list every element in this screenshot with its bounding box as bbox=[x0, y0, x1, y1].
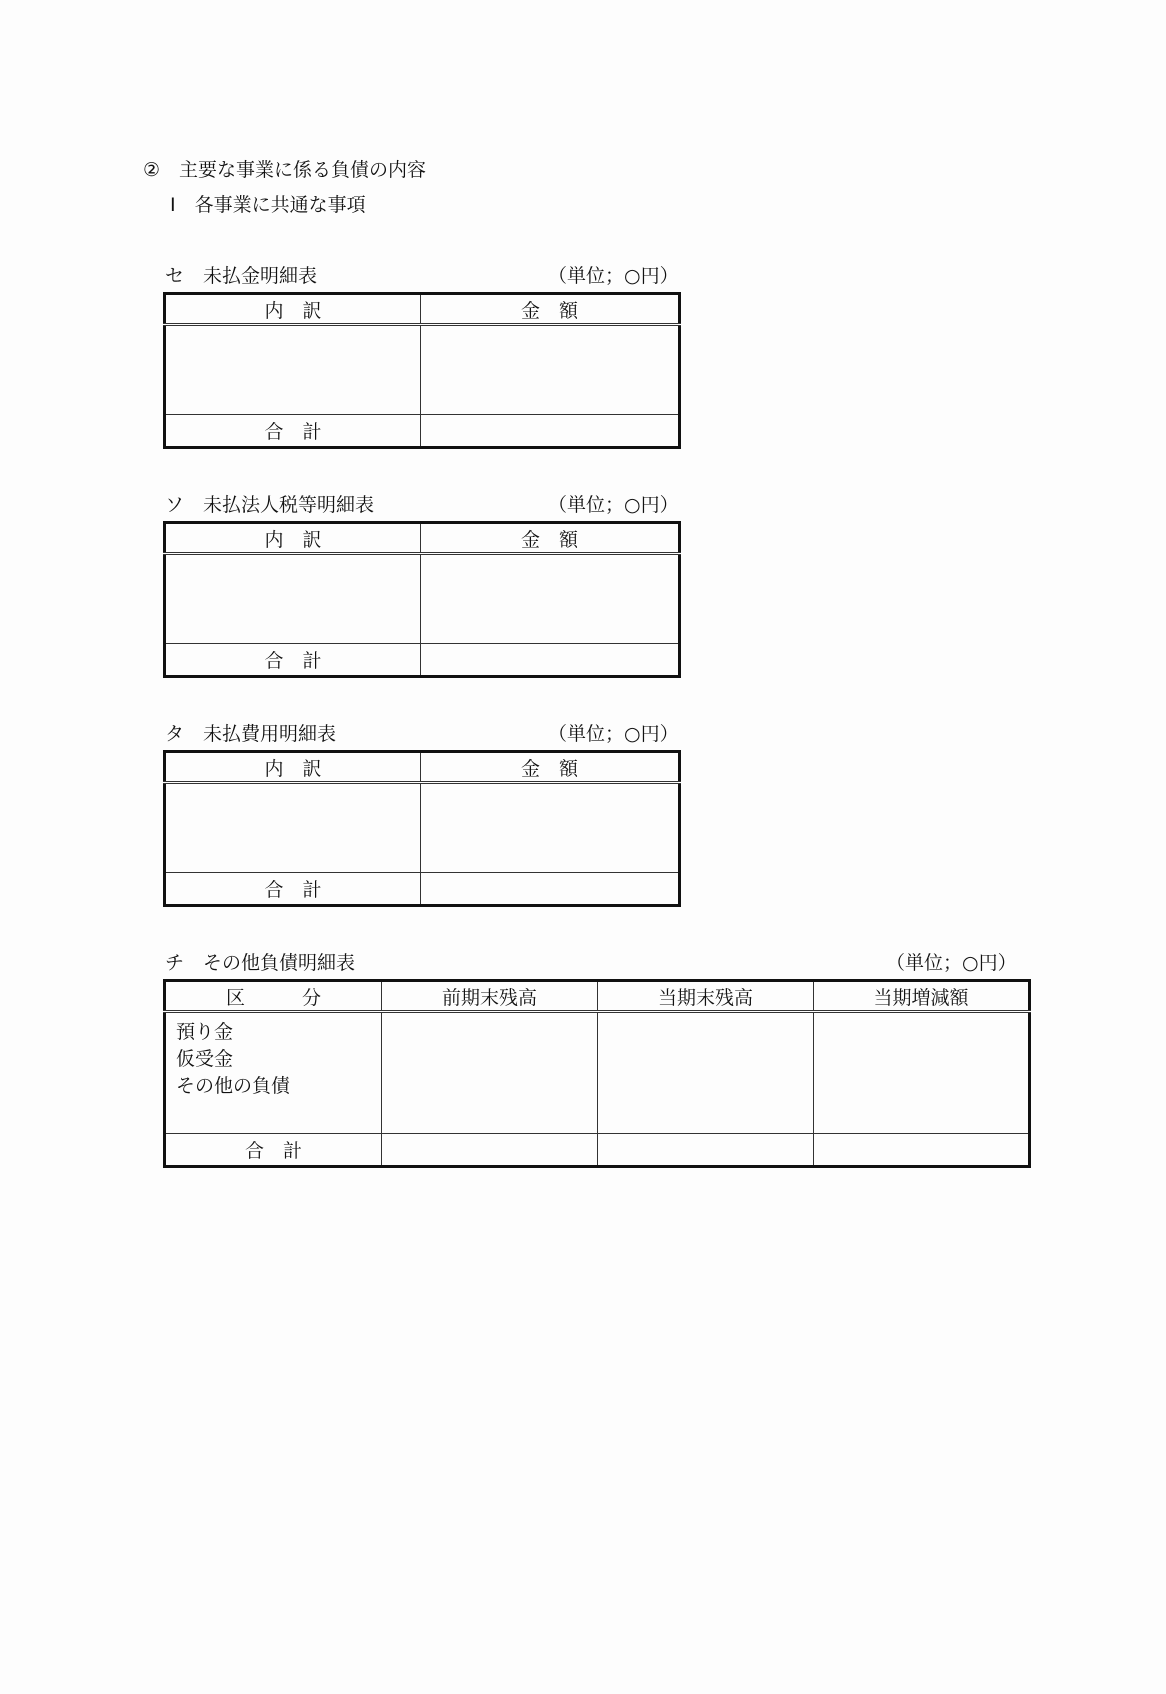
total-label: 合 計 bbox=[165, 644, 421, 677]
total-change-cell bbox=[814, 1134, 1030, 1167]
total-amount-cell bbox=[421, 415, 680, 448]
amount-cell bbox=[421, 554, 680, 644]
total-amount-cell bbox=[421, 873, 680, 906]
table-header-row bbox=[165, 294, 680, 325]
amount-cell bbox=[421, 783, 680, 873]
col-amount-header: 金 額 bbox=[421, 294, 680, 325]
breakdown-cell bbox=[165, 783, 421, 873]
amount-cell bbox=[421, 325, 680, 415]
table-total-row bbox=[165, 873, 680, 906]
list-item: 預り金 bbox=[176, 1021, 234, 1043]
table-title: チ その他負債明細表 bbox=[165, 952, 356, 974]
table-title: ソ 未払法人税等明細表 bbox=[165, 494, 375, 516]
table-title: タ 未払費用明細表 bbox=[165, 723, 337, 745]
total-label: 合 計 bbox=[165, 1134, 382, 1167]
accrued-payables-table bbox=[163, 292, 681, 449]
col-breakdown-header: 内 訳 bbox=[165, 523, 421, 554]
table-total-row bbox=[165, 644, 680, 677]
total-prior-cell bbox=[382, 1134, 598, 1167]
table-body-row bbox=[165, 325, 680, 415]
table-header-row bbox=[165, 752, 680, 783]
total-label: 合 計 bbox=[165, 873, 421, 906]
current-balance-cell bbox=[598, 1012, 814, 1134]
unit-label: （単位；○円） bbox=[548, 723, 679, 745]
other-liabilities-table bbox=[163, 979, 1031, 1168]
col-breakdown-header: 内 訳 bbox=[165, 294, 421, 325]
table-body-row bbox=[165, 554, 680, 644]
col-current-balance-header: 当期末残高 bbox=[598, 981, 814, 1012]
col-prior-balance-header: 前期末残高 bbox=[382, 981, 598, 1012]
unit-label: （単位；○円） bbox=[886, 952, 1017, 974]
col-breakdown-header: 内 訳 bbox=[165, 752, 421, 783]
col-change-header: 当期増減額 bbox=[814, 981, 1030, 1012]
total-label: 合 計 bbox=[165, 415, 421, 448]
category-cell bbox=[165, 1012, 382, 1134]
change-cell bbox=[814, 1012, 1030, 1134]
col-amount-header: 金 額 bbox=[421, 523, 680, 554]
breakdown-cell bbox=[165, 554, 421, 644]
table-body-row bbox=[165, 783, 680, 873]
accrued-expenses-table bbox=[163, 750, 681, 907]
table-title: セ 未払金明細表 bbox=[165, 265, 318, 287]
unit-label: （単位；○円） bbox=[548, 265, 679, 287]
table-total-row bbox=[165, 1134, 1030, 1167]
col-category-header: 区 分 bbox=[165, 981, 382, 1012]
accrued-corporate-tax-table bbox=[163, 521, 681, 678]
breakdown-cell bbox=[165, 325, 421, 415]
table-header-row bbox=[165, 523, 680, 554]
table-body-row bbox=[165, 1012, 1030, 1134]
list-item: 仮受金 bbox=[176, 1048, 234, 1070]
main-heading: ② 主要な事業に係る負債の内容 bbox=[143, 159, 427, 181]
table-total-row bbox=[165, 415, 680, 448]
prior-balance-cell bbox=[382, 1012, 598, 1134]
total-amount-cell bbox=[421, 644, 680, 677]
sub-heading: Ⅰ 各事業に共通な事項 bbox=[170, 194, 366, 216]
table-header-row bbox=[165, 981, 1030, 1012]
list-item: その他の負債 bbox=[176, 1075, 291, 1097]
unit-label: （単位；○円） bbox=[548, 494, 679, 516]
col-amount-header: 金 額 bbox=[421, 752, 680, 783]
total-current-cell bbox=[598, 1134, 814, 1167]
